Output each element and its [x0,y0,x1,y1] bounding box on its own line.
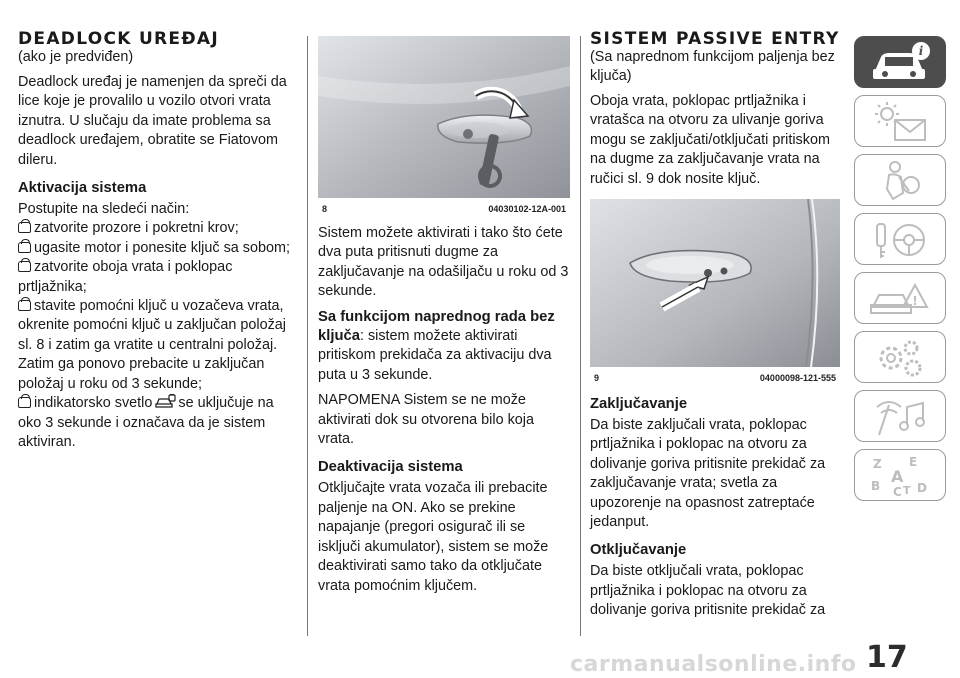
figure-caption [590,373,840,383]
column-activation [318,36,570,596]
bullet-icon [18,300,31,311]
paragraph-deactivation: Otključajte vrata vozača ili prebacite paljenje na ON. Ako se prekine napajanje (pregori osigurač ili se isključi akumulator), sistem se može deaktivirati samo tako da otključate vrata pomoćnim ključem. [318,480,549,594]
step-item: stavite pomoćni ključ u vozačeva vrata, okrenite pomoćni ključ u zaključan položaj sl. 8 i zatim ga vratite u centralni položaj. Zatim ga ponovo prebacite u zaključan položaj u roku od 3 sekunde; [18,298,286,392]
step-list [18,219,296,452]
svg-text:i: i [918,44,924,58]
figure-number: 8 [322,204,328,214]
column-deadlock [18,30,296,452]
svg-text:D: D [917,481,927,495]
paragraph-advanced-function: Sa funkcijom naprednog rada bez ključa: sistem možete aktivirati pritiskom prekidača za aktivaciju dva puta u 3 sekunde. [318,308,555,383]
heading-locking: Zaključavanje [590,396,688,413]
figure-number: 9 [594,373,600,384]
figure-9 [590,199,840,367]
intro-paragraph: Oboja vrata, poklopac prtljažnika i vratašca na otvoru za ulivanje goriva mogu se zaključati/otključati pritiskom na dugme za zaključavanje vrata na ručici sl. 9 dok nosite ključ. [590,93,830,187]
multimedia-icon [869,395,933,439]
emergency-breakdown-icon [869,277,933,321]
section-subtitle: (ako je predviđen) [18,49,134,65]
paragraph-remote-activation: Sistem možete aktivirati i tako što ćete dva puta pritisnuti dugme za zaključavanje na odašiljaču u roku od 3 sekunde. [318,225,569,300]
tab-maintenance[interactable] [854,331,946,383]
car-info-icon [869,41,933,85]
svg-text:B: B [871,479,881,493]
intro-paragraph: Deadlock uređaj je namenjen da spreči da lice koje je provalilo u vozilo otvori vrata iznutra. U slučaju da imate problema sa deadlock uređajem, obratite se Fiatovom dileru. [18,74,287,168]
door-handle-key-illustration [318,36,570,198]
paragraph-note: NAPOMENA Sistem se ne može aktivirati dok su otvorena bilo koja vrata. [318,392,534,448]
svg-text:A: A [891,467,904,486]
figure-8 [318,36,570,198]
section-title-passive-entry: SISTEM PASSIVE ENTRY [590,29,840,49]
step-item: indikatorsko svetlo se uključuje na oko 3 sekunde i označava da je sistem aktiviran. [18,395,274,450]
section-title-deadlock: DEADLOCK UREĐAJ [18,29,219,49]
bullet-icon [18,397,31,408]
door-handle-button-illustration [590,199,840,367]
alphabet-index-icon [869,454,933,498]
step-item: zatvorite prozore i pokretni krov; [18,219,296,238]
svg-text:E: E [909,455,918,469]
paragraph-locking: Da biste zaključali vrata, poklopac prtljažnika i poklopac na otvoru za dolivanje goriva pritisnite prekidač za zaključavanje vrata; svetla za upozorenje na opasnost zatreptaće jedanput. [590,417,826,531]
svg-text:T: T [903,484,911,497]
tab-car-info[interactable] [854,36,946,88]
figure-caption [318,204,570,214]
figure-code: 04030102-12A-001 [488,204,566,214]
svg-text:C: C [893,485,902,498]
svg-text:!: ! [912,294,918,308]
activation-lead: Postupite na sledeći način: [18,201,190,218]
divider-right [580,36,581,636]
warning-lights-icon [869,100,933,144]
heading-deactivation: Deaktivacija sistema [318,459,463,476]
tab-starting-driving[interactable] [854,213,946,265]
bullet-icon [18,261,31,272]
column-passive-entry [590,30,840,621]
page-number: 17 [866,640,908,675]
bullet-icon [18,242,31,253]
key-steering-icon [869,218,933,262]
step-item: zatvorite oboja vrata i poklopac prtljažnika; [18,259,233,295]
tab-safety[interactable] [854,154,946,206]
step-item: ugasite motor i ponesite ključ sa sobom; [18,239,296,258]
bullet-icon [18,222,31,233]
watermark: carmanualsonline.info [570,652,857,677]
airbag-safety-icon [869,159,933,203]
heading-activation: Aktivacija sistema [18,180,147,197]
security-indicator-icon [154,394,176,410]
divider-left [307,36,308,636]
tab-multimedia[interactable] [854,390,946,442]
tab-emergency[interactable] [854,272,946,324]
tab-warning-lights[interactable] [854,95,946,147]
svg-text:Z: Z [873,457,882,471]
maintenance-gears-icon [869,336,933,380]
paragraph-unlocking: Da biste otključali vrata, poklopac prtljažnika i poklopac na otvoru za dolivanje goriva pritisnite prekidač za [590,563,826,619]
figure-code: 04000098-121-555 [759,373,836,384]
heading-unlocking: Otključavanje [590,542,687,559]
tab-index[interactable] [854,449,946,501]
chapter-tabs [854,36,946,508]
bold-lead: Sa funkcijom naprednog rada bez ključa [318,308,555,345]
section-subtitle: (Sa naprednom funkcijom paljenja bez ključa) [590,49,835,84]
